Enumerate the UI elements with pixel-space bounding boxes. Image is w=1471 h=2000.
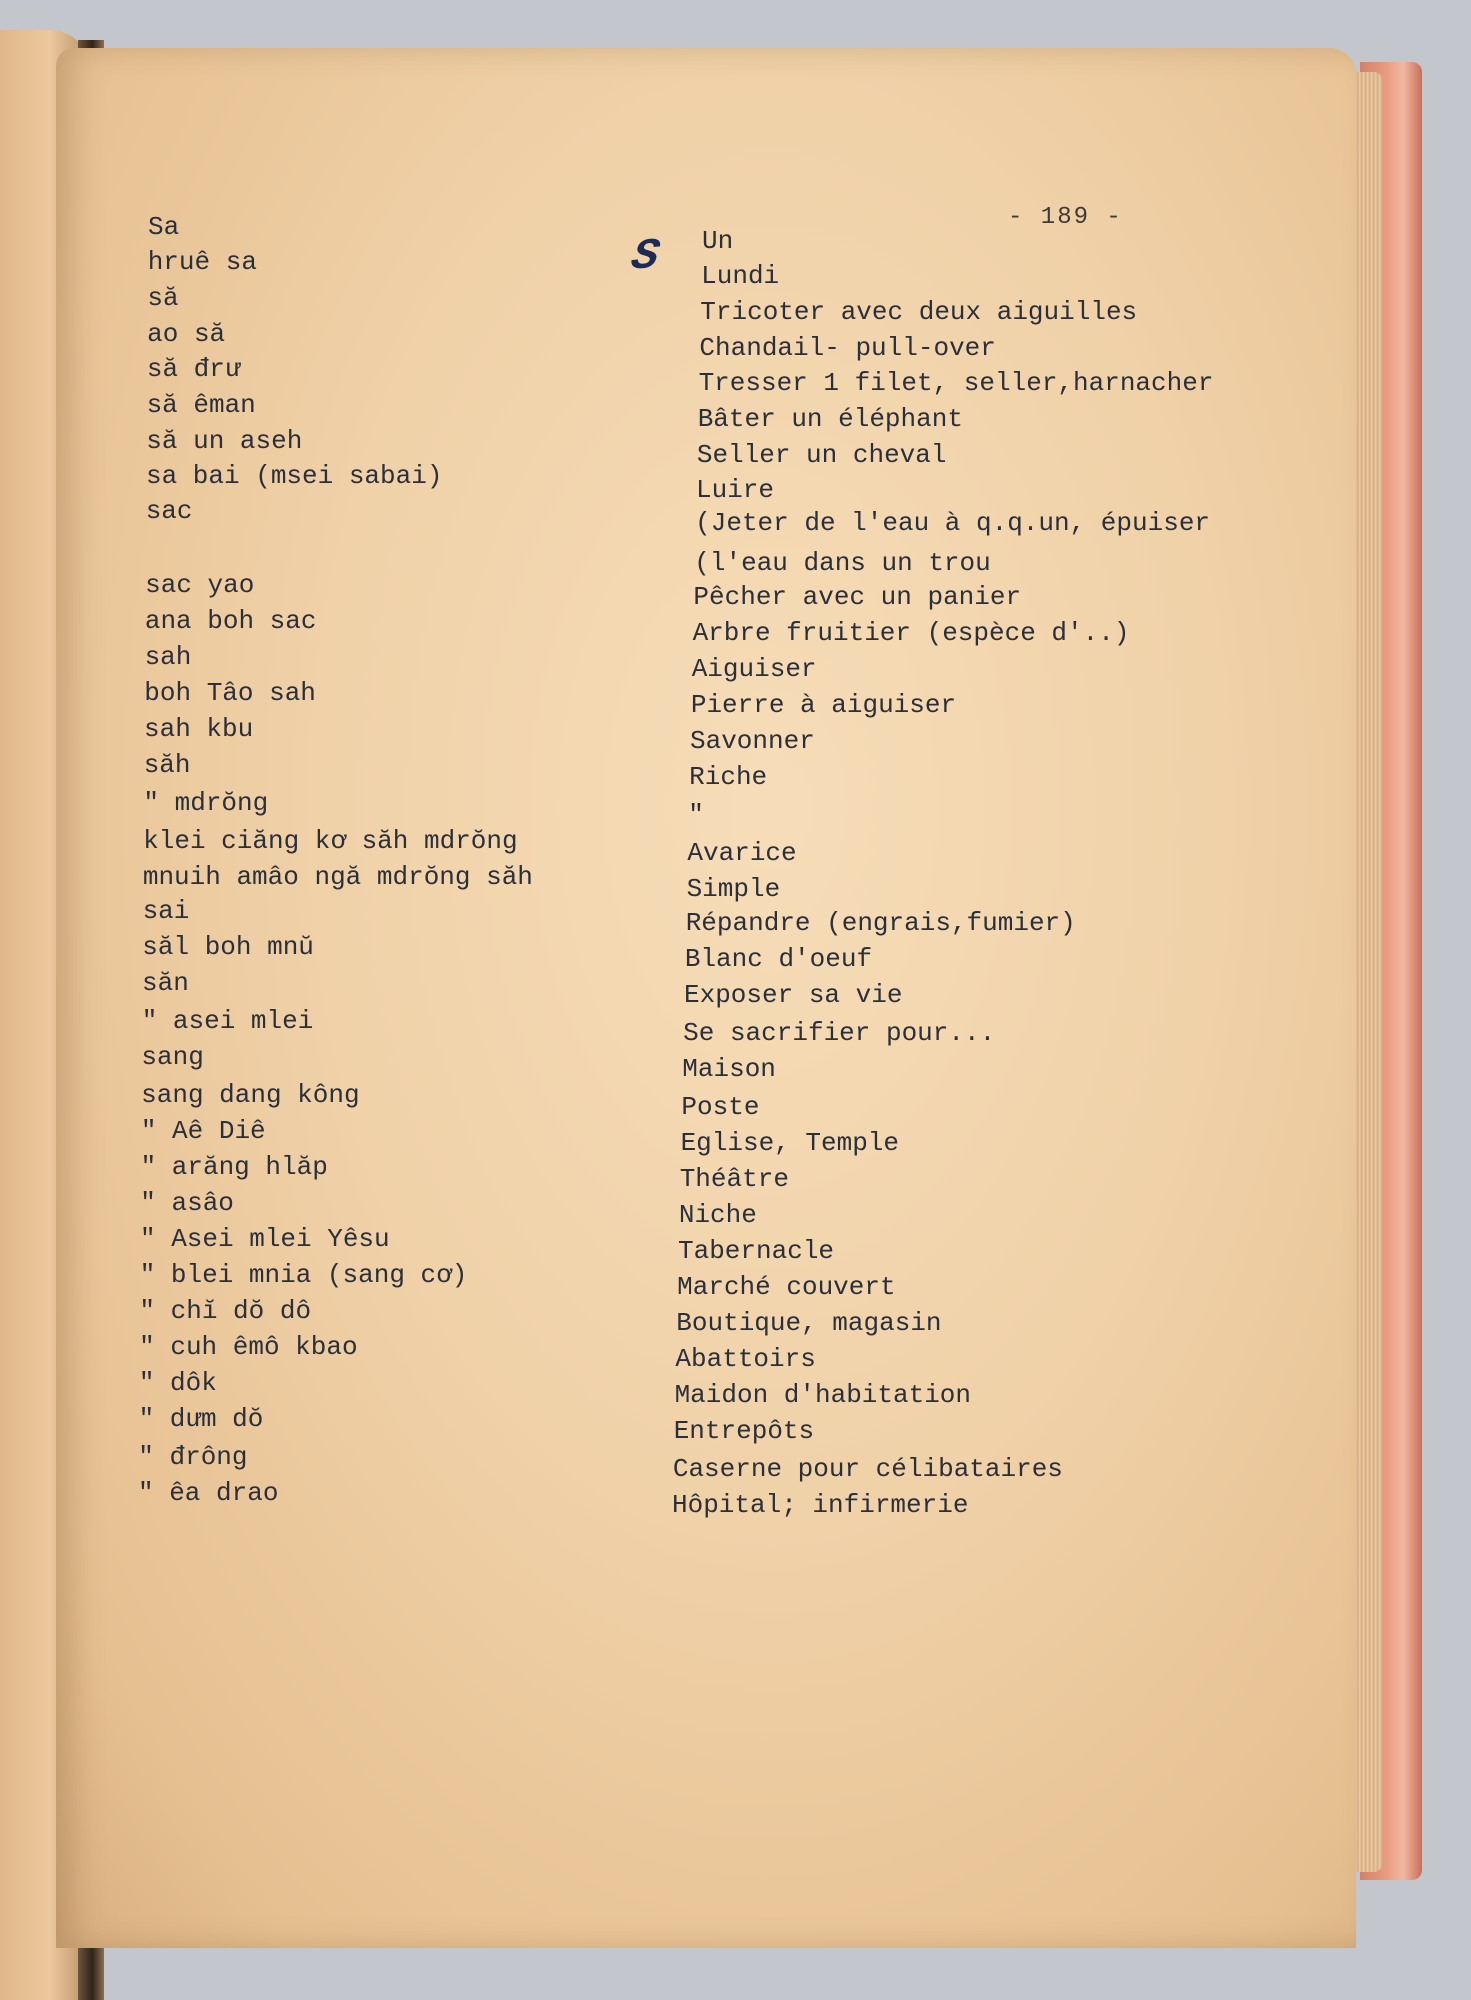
dictionary-entry (0, 894, 1300, 938)
entry-term: " dôk (138, 1368, 217, 1398)
entry-definition: Hôpital; infirmerie (672, 1490, 969, 1520)
section-letter-mark: S (627, 232, 663, 282)
entry-term: să (147, 283, 179, 313)
dictionary-entry (0, 568, 1300, 612)
entry-term: să đrư (146, 354, 241, 384)
entry-term: sang dang kông (141, 1080, 360, 1110)
dictionary-entry (0, 786, 1300, 830)
entry-definition: Lundi (701, 261, 780, 291)
dictionary-entry (0, 494, 1300, 538)
entry-definition: Eglise, Temple (680, 1128, 899, 1158)
dictionary-entry (0, 1114, 1300, 1158)
entry-term: " đrông (138, 1442, 248, 1472)
dictionary-entry (0, 1078, 1300, 1122)
entry-definition: Marché couvert (677, 1272, 896, 1302)
dictionary-entry (0, 676, 1300, 720)
entry-definition: (Jeter de l'eau à q.q.un, épuiser (695, 508, 1211, 538)
entry-term: ao să (147, 319, 226, 349)
dictionary-entry (0, 1004, 1300, 1048)
entry-term: boh Tâo sah (144, 678, 316, 708)
entry-term: să êman (146, 390, 256, 420)
entry-definition: Bâter un éléphant (697, 404, 963, 434)
entry-definition: Seller un cheval (696, 440, 947, 470)
dictionary-entry (0, 534, 1300, 578)
entry-term: " asâo (140, 1188, 234, 1218)
entry-term: " blei mnia (sang cơ) (139, 1260, 468, 1290)
dictionary-entry (0, 459, 1300, 505)
dictionary-entry (0, 424, 1300, 470)
entry-term: săl boh mnŭ (142, 932, 314, 962)
entry-definition: (l'eau dans un trou (694, 548, 991, 578)
entry-definition: Abattoirs (675, 1344, 816, 1374)
entry-definition: Niche (678, 1200, 757, 1230)
entry-definition: Tabernacle (678, 1236, 835, 1266)
dictionary-entry (0, 824, 1300, 868)
entry-definition: Répandre (engrais,fumier) (685, 908, 1076, 938)
entry-term: " dưm dŏ (138, 1404, 264, 1434)
dictionary-entry (0, 388, 1300, 434)
entry-term: mnuih amâo ngă mdrŏng săh (142, 862, 533, 892)
entry-definition: Boutique, magasin (676, 1308, 942, 1338)
dictionary-entry (0, 1294, 1300, 1338)
entry-definition: Théâtre (679, 1164, 789, 1194)
entry-term: săn (142, 968, 189, 998)
entry-term: sai (142, 896, 190, 926)
entry-term: " arăng hlăp (140, 1152, 328, 1182)
entry-definition: Blanc d'oeuf (684, 944, 873, 974)
entry-term: " chĭ dŏ dô (139, 1296, 312, 1326)
dictionary-entry (0, 1258, 1300, 1302)
dictionary-entry (0, 1150, 1300, 1194)
entry-definition: Pierre à aiguiser (690, 690, 957, 720)
dictionary-entry (0, 1402, 1300, 1446)
page-number: - 189 - (1008, 204, 1123, 231)
dictionary-entry (0, 1476, 1300, 1520)
dictionary-entry (0, 317, 1300, 363)
entry-definition: Se sacrifier pour... (683, 1018, 996, 1048)
dictionary-entry (0, 352, 1300, 398)
entry-term: " êa drao (138, 1478, 279, 1508)
dictionary-entry (0, 1330, 1300, 1374)
entry-definition: Aiguiser (691, 654, 817, 684)
entry-definition: Chandail- pull-over (699, 333, 996, 363)
entry-definition: Entrepôts (673, 1416, 815, 1446)
entry-definition: Arbre fruitier (espèce d'..) (692, 618, 1130, 648)
dictionary-entry (0, 1440, 1300, 1484)
entry-definition: Exposer sa vie (684, 980, 903, 1010)
dictionary-entry (0, 210, 1300, 256)
entry-definition: Maison (682, 1054, 776, 1084)
dictionary-entry (0, 966, 1300, 1010)
dictionary-entry (0, 640, 1300, 684)
entry-definition: Simple (686, 874, 781, 904)
entry-term: sa bai (msei sabai) (146, 461, 443, 491)
entry-term: " cuh êmô kbao (139, 1332, 358, 1362)
entry-term: sang (141, 1042, 204, 1072)
entry-term: săh (143, 750, 191, 780)
dictionary-entry (0, 1040, 1300, 1084)
entry-definition: Savonner (690, 726, 815, 756)
dictionary-entry (0, 245, 1300, 291)
entry-term: sah kbu (144, 714, 254, 744)
entry-definition: " (688, 800, 704, 830)
entry-term: " Aê Diê (140, 1116, 266, 1146)
dictionary-entry (0, 604, 1300, 648)
dictionary-entry (0, 930, 1300, 974)
entry-definition: Maidon d'habitation (674, 1380, 972, 1410)
dictionary-entry (0, 712, 1300, 756)
entry-definition: Tresser 1 filet, seller,harnacher (698, 368, 1214, 398)
entry-term: sac (145, 496, 193, 526)
dictionary-entry (0, 281, 1300, 327)
entry-term: sah (144, 642, 192, 672)
entry-term: " Asei mlei Yêsu (140, 1224, 390, 1254)
dictionary-entry (0, 860, 1300, 904)
entry-definition: Pêcher avec un panier (693, 582, 1022, 612)
entry-definition: Luire (696, 475, 775, 505)
dictionary-entry (0, 1366, 1300, 1410)
entry-term: " mdrŏng (143, 788, 269, 818)
dictionary-entry (0, 1222, 1300, 1266)
entry-term: hruê sa (147, 247, 257, 277)
entry-term: Sa (148, 212, 180, 242)
entry-term: sac yao (145, 570, 255, 600)
entry-definition: Riche (689, 762, 768, 792)
entry-definition: Un (702, 226, 734, 256)
entry-term: să un aseh (146, 426, 303, 456)
entry-definition: Tricoter avec deux aiguilles (700, 297, 1138, 327)
dictionary-entry (0, 1186, 1300, 1230)
entry-definition: Avarice (687, 838, 797, 868)
dictionary-entry (0, 748, 1300, 792)
entry-term: " asei mlei (141, 1006, 314, 1036)
entry-term: ana boh sac (144, 606, 317, 636)
entry-term: klei ciăng kơ săh mdrŏng (143, 826, 518, 856)
entry-definition: Caserne pour célibataires (672, 1454, 1063, 1484)
entry-definition: Poste (681, 1092, 760, 1122)
